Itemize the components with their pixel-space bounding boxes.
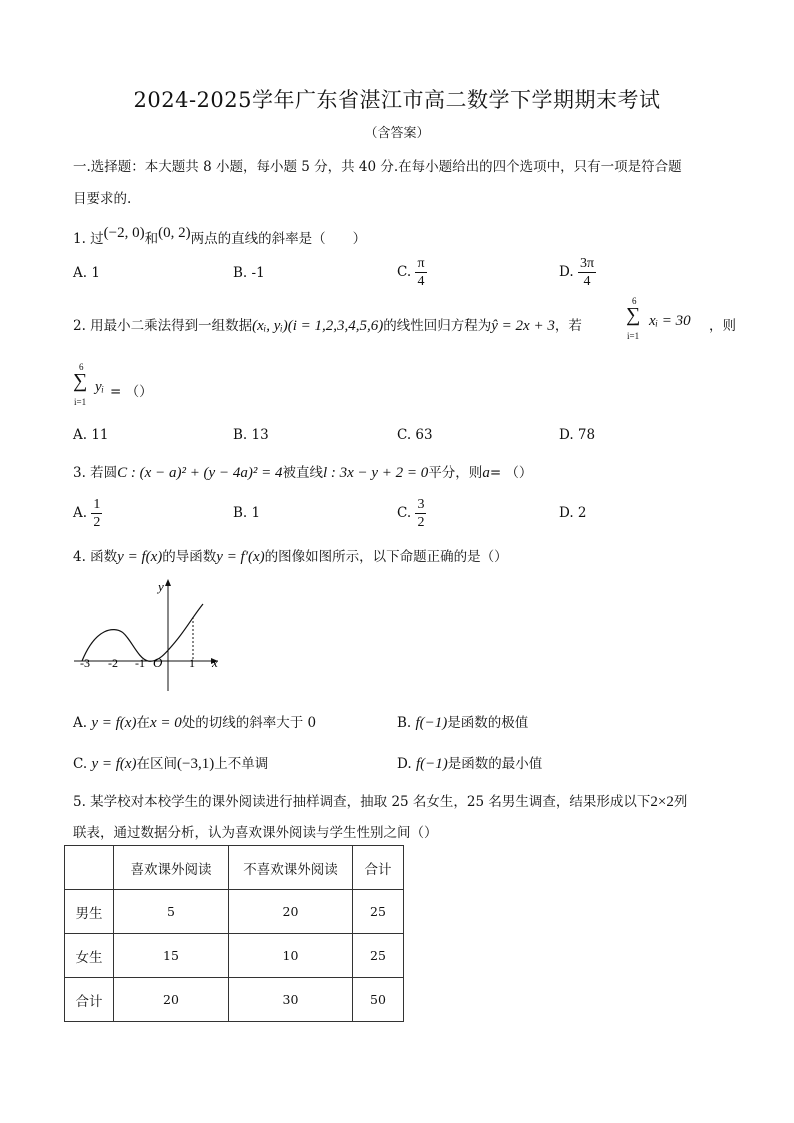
q1-option-d bbox=[559, 255, 596, 290]
q1-option-d-fraction bbox=[578, 255, 596, 290]
derivative-curve bbox=[82, 604, 203, 661]
q4-option-a bbox=[73, 711, 316, 732]
q3-variable: a bbox=[482, 465, 490, 481]
page-subtitle: （含答案） bbox=[364, 126, 430, 141]
q4-option-c-text-1: 在区间 bbox=[136, 756, 178, 772]
fraction-denominator: 4 bbox=[417, 274, 425, 289]
q4-option-a-text-2: 处的切线的斜率大于 0 bbox=[181, 715, 317, 731]
table-row-label: 女生 bbox=[65, 934, 114, 978]
q1-point-1: (−2, 0) bbox=[103, 225, 145, 241]
q2-option-d: D. 78 bbox=[559, 427, 596, 443]
q3-option-a-label: A. bbox=[73, 505, 88, 521]
q4-option-a-text-1: 在 bbox=[136, 715, 150, 731]
q1-option-b: B. -1 bbox=[233, 265, 265, 281]
sum-expression: yᵢ bbox=[95, 379, 105, 395]
table-cell: 30 bbox=[229, 978, 353, 1022]
table-row-label: 合计 bbox=[65, 978, 114, 1022]
q1-option-c bbox=[397, 255, 427, 290]
sigma-icon: ∑ bbox=[626, 304, 641, 326]
q5-text-1: 5. 某学校对本校学生的课外阅读进行抽样调查，抽取 25 名女生，25 名男生调查，结果形成以下 bbox=[73, 794, 651, 810]
table-row bbox=[65, 934, 404, 978]
q1-option-a: A. 1 bbox=[73, 265, 100, 281]
tick-label-neg2: -2 bbox=[108, 656, 118, 670]
fraction-numerator: π bbox=[417, 256, 425, 271]
y-axis-arrow bbox=[165, 579, 171, 586]
table-cell: 50 bbox=[353, 978, 404, 1022]
table-cell: 25 bbox=[353, 890, 404, 934]
origin-label: O bbox=[153, 655, 163, 670]
q4-option-d bbox=[397, 752, 542, 773]
q3-text-2: 被直线 bbox=[282, 465, 323, 481]
q2-text-1: 2. 用最小二乘法得到一组数据 bbox=[73, 318, 253, 334]
sum-upper-limit: 6 bbox=[79, 362, 84, 372]
q3-option-c-label: C. bbox=[397, 505, 412, 521]
q2-option-b: B. 13 bbox=[233, 427, 269, 443]
q2-data-points: (xᵢ, yᵢ)(i = 1,2,3,4,5,6) bbox=[252, 318, 384, 334]
q4-text-1: 4. 函数 bbox=[73, 549, 118, 565]
q4-option-c bbox=[73, 752, 268, 773]
question-5-line-1 bbox=[73, 790, 687, 811]
table-cell: 20 bbox=[114, 978, 229, 1022]
q4-option-a-point: x = 0 bbox=[149, 715, 182, 731]
table-header-cell: 喜欢课外阅读 bbox=[114, 846, 229, 890]
q2-stem-end: = （） bbox=[110, 384, 153, 400]
question-3 bbox=[73, 461, 532, 482]
q2-text-2: 的线性回归方程为 bbox=[383, 318, 492, 334]
y-axis-label: y bbox=[158, 579, 164, 594]
fraction-numerator: 1 bbox=[93, 497, 101, 512]
fraction-denominator: 4 bbox=[583, 274, 591, 289]
tick-label-neg3: -3 bbox=[80, 656, 90, 670]
table-cell: 20 bbox=[229, 890, 353, 934]
q4-option-b bbox=[397, 711, 528, 732]
q3-option-b: B. 1 bbox=[233, 505, 261, 521]
q1-number: 1. 过 bbox=[73, 231, 104, 247]
q4-option-d-label: D. bbox=[397, 756, 412, 772]
sum-expression: xᵢ = 30 bbox=[649, 313, 691, 329]
q1-stem: 两点的直线的斜率是（ ） bbox=[190, 231, 367, 247]
q4-option-d-value: f(−1) bbox=[415, 756, 448, 772]
fraction-numerator: 3π bbox=[579, 256, 595, 271]
contingency-table bbox=[64, 845, 404, 1022]
q2-text-4: ，则 bbox=[709, 318, 736, 334]
question-4 bbox=[73, 545, 508, 566]
q4-derivative: y = f′(x) bbox=[216, 549, 265, 565]
q4-option-c-text-2: 上不单调 bbox=[214, 756, 269, 772]
fraction-numerator: 3 bbox=[417, 497, 425, 512]
q1-point-2: (0, 2) bbox=[158, 225, 191, 241]
tick-label-neg1: -1 bbox=[135, 656, 145, 670]
q3-line-equation: l : 3x − y + 2 = 0 bbox=[322, 465, 429, 481]
q4-option-d-text: 是函数的最小值 bbox=[447, 756, 543, 772]
q4-option-c-interval: (−3,1) bbox=[177, 756, 215, 772]
q5-table-dimension: 2×2 bbox=[650, 794, 674, 810]
q4-option-b-text: 是函数的极值 bbox=[447, 715, 529, 731]
q4-function: y = f(x) bbox=[117, 549, 163, 565]
q3-text-1: 3. 若圆 bbox=[73, 465, 118, 481]
table-cell: 25 bbox=[353, 934, 404, 978]
q4-text-2: 的导函数 bbox=[162, 549, 217, 565]
question-1 bbox=[73, 227, 366, 248]
x-axis-label: x bbox=[212, 655, 218, 670]
q1-option-c-label: C. bbox=[397, 264, 412, 280]
table-row bbox=[65, 978, 404, 1022]
q2-text-3: ，若 bbox=[554, 318, 582, 334]
q1-option-c-fraction bbox=[415, 255, 426, 290]
table-header-cell: 合计 bbox=[353, 846, 404, 890]
table-header-cell: 不喜欢课外阅读 bbox=[229, 846, 353, 890]
sum-lower-limit: i=1 bbox=[74, 397, 87, 407]
sum-upper-limit: 6 bbox=[632, 296, 637, 306]
q5-text-2: 列 bbox=[673, 794, 688, 810]
sum-lower-limit: i=1 bbox=[627, 331, 640, 341]
q4-option-c-function: y = f(x) bbox=[91, 756, 137, 772]
q4-text-3: 的图像如图所示，以下命题正确的是（） bbox=[264, 549, 508, 565]
q4-option-c-label: C. bbox=[73, 756, 88, 772]
fraction-denominator: 2 bbox=[417, 515, 425, 530]
q1-option-d-label: D. bbox=[559, 264, 574, 280]
table-header-cell bbox=[65, 846, 114, 890]
q3-option-c bbox=[397, 496, 426, 531]
question-5-line-2: 联表，通过数据分析，认为喜欢课外阅读与学生性别之间（） bbox=[73, 825, 438, 841]
table-cell: 15 bbox=[114, 934, 229, 978]
question-2 bbox=[73, 314, 582, 335]
table-header-row bbox=[65, 846, 404, 890]
q4-option-a-label: A. bbox=[73, 715, 88, 731]
q3-circle-equation: C : (x − a)² + (y − 4a)² = 4 bbox=[117, 465, 283, 481]
fraction-denominator: 2 bbox=[93, 515, 101, 530]
tick-label-1: 1 bbox=[189, 656, 195, 670]
q3-option-d: D. 2 bbox=[559, 505, 587, 521]
sigma-icon: ∑ bbox=[73, 370, 88, 392]
derivative-graph bbox=[70, 575, 230, 695]
table-cell: 5 bbox=[114, 890, 229, 934]
table-cell: 10 bbox=[229, 934, 353, 978]
page-title: 2024-2025学年广东省湛江市高二数学下学期期末考试 bbox=[133, 88, 661, 112]
q3-option-c-fraction bbox=[415, 496, 426, 531]
q2-option-a: A. 11 bbox=[73, 427, 109, 443]
q4-option-b-value: f(−1) bbox=[415, 715, 448, 731]
q3-stem-end: = （） bbox=[489, 465, 533, 481]
section-instructions-line-1: 一.选择题：本大题共 8 小题，每小题 5 分，共 40 分.在每小题给出的四个选项中，只有一项是符合题 bbox=[73, 159, 682, 175]
q2-regression-equation: ŷ = 2x + 3 bbox=[491, 318, 555, 334]
q2-option-c: C. 63 bbox=[397, 427, 433, 443]
q3-option-a-fraction bbox=[91, 496, 102, 531]
section-instructions-line-2: 目要求的. bbox=[73, 191, 132, 207]
q1-and: 和 bbox=[144, 231, 159, 247]
table-row-label: 男生 bbox=[65, 890, 114, 934]
q3-text-3: 平分，则 bbox=[428, 465, 483, 481]
q3-option-a bbox=[73, 496, 102, 531]
table-row bbox=[65, 890, 404, 934]
q4-option-b-label: B. bbox=[397, 715, 412, 731]
q4-option-a-function: y = f(x) bbox=[91, 715, 137, 731]
